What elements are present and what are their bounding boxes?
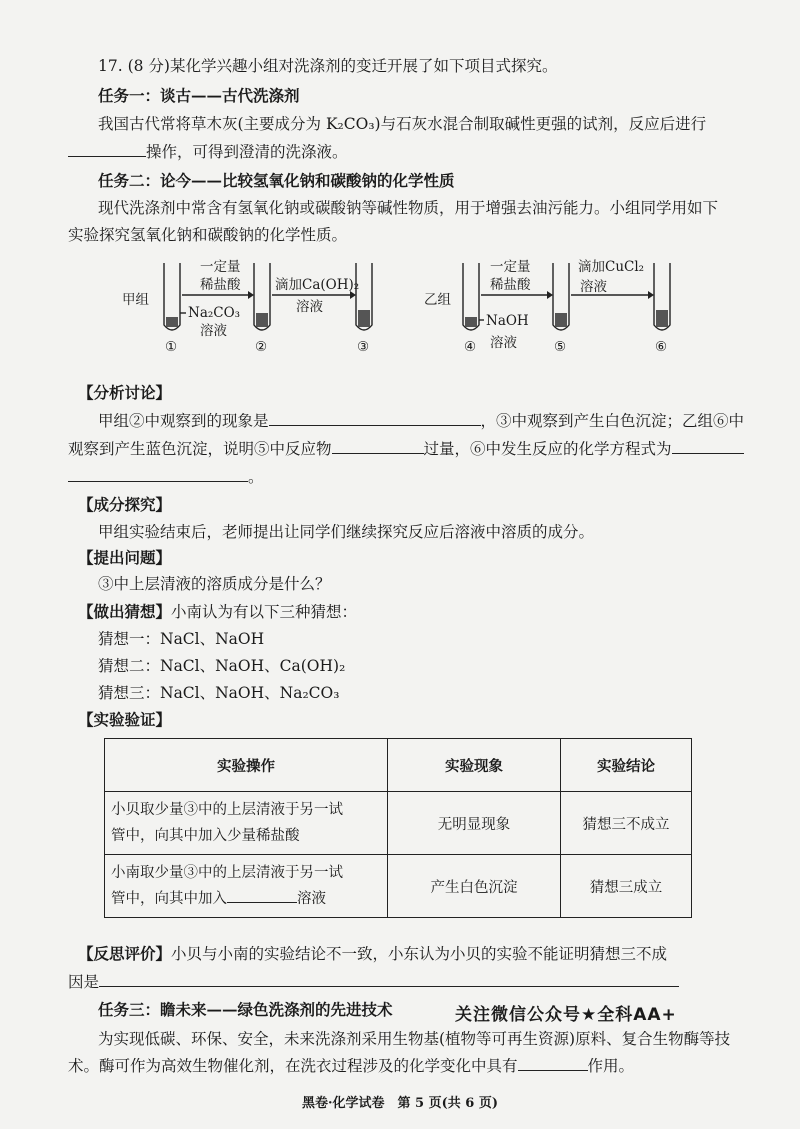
- question-paragraph: ③中上层清液的溶质成分是什么？: [98, 575, 331, 593]
- b-reagent1-line1: 一定量: [490, 259, 531, 275]
- table-row: [105, 855, 692, 918]
- analysis-line1: 甲组②中观察到的现象是 ，③中观察到产生白色沉淀；乙组⑥中: [98, 412, 745, 430]
- task1-paragraph-line2: 操作，可得到澄清的洗涤液。: [68, 141, 348, 163]
- task2-paragraph-line2: 实验探究氢氧化钠和碳酸钠的化学性质。: [68, 226, 348, 244]
- a-reagent2-line1: 滴加Ca(OH)₂: [275, 277, 360, 293]
- question-heading: 【提出问题】: [78, 548, 172, 567]
- tube-label-2: ②: [255, 339, 268, 355]
- b-substance: NaOH: [486, 313, 529, 329]
- experiment-diagram: [120, 255, 700, 365]
- reflect-line1: 【反思评价】小贝与小南的实验结论不一致，小东认为小贝的实验不能证明猜想三不成: [78, 944, 668, 963]
- a-reagent2-line2: 溶液: [296, 299, 323, 315]
- table-header-row: [105, 739, 692, 792]
- verify-heading: 【实验验证】: [78, 710, 172, 729]
- table-header: 实验操作: [105, 739, 388, 792]
- guess-2: 猜想二：NaCl、NaOH、Ca(OH)₂: [98, 657, 346, 675]
- tube-label-5: ⑤: [554, 339, 567, 355]
- task1-paragraph-line1: 我国古代常将草木灰(主要成分为 K₂CO₃)与石灰水混合制取碱性更强的试剂，反应后进行: [98, 115, 707, 133]
- task3-paragraph-line1: 为实现低碳、环保、安全，未来洗涤剂采用生物基(植物等可再生资源)原料、复合生物酶等技: [98, 1030, 731, 1048]
- tube-label-3: ③: [357, 339, 370, 355]
- table-cell-operation: 小南取少量③中的上层清液于另一试 管中，向其中加入 溶液: [105, 855, 388, 918]
- experiment-table: [104, 738, 692, 918]
- a-reagent1-line2: 稀盐酸: [200, 277, 241, 293]
- group-b-label: 乙组: [424, 292, 451, 308]
- answer-blank[interactable]: [68, 141, 146, 157]
- tube-label-6: ⑥: [655, 339, 668, 355]
- answer-blank[interactable]: [518, 1055, 588, 1071]
- task3-paragraph-line2: 术。酶可作为高效生物催化剂，在洗衣过程涉及的化学变化中具有 作用。: [68, 1057, 635, 1075]
- b-reagent2-line2: 溶液: [580, 279, 607, 295]
- task3-heading: 任务三：瞻未来——绿色洗涤剂的先进技术: [98, 1000, 393, 1019]
- tube-label-1: ①: [165, 339, 178, 355]
- guess-3: 猜想三：NaCl、NaOH、Na₂CO₃: [98, 684, 340, 702]
- task2-paragraph-line1: 现代洗涤剂中常含有氢氧化钠或碳酸钠等碱性物质，用于增强去油污能力。小组同学用如下: [98, 199, 719, 217]
- task1-heading: 任务一：谈古——古代洗涤剂: [98, 86, 300, 105]
- reflect-line2: 因是: [68, 971, 679, 993]
- answer-blank[interactable]: [68, 466, 248, 482]
- composition-heading: 【成分探究】: [78, 495, 172, 514]
- b-reagent1-line2: 稀盐酸: [490, 277, 531, 293]
- table-cell-operation: 小贝取少量③中的上层清液于另一试 管中，向其中加入少量稀盐酸: [105, 792, 388, 855]
- table-row: [105, 792, 692, 855]
- answer-blank[interactable]: [227, 887, 297, 903]
- table-header: 实验现象: [388, 739, 561, 792]
- b-substance-sub: 溶液: [490, 335, 517, 351]
- answer-blank[interactable]: [99, 971, 679, 987]
- a-reagent1-line1: 一定量: [200, 259, 241, 275]
- b-reagent2-line1: 滴加CuCl₂: [578, 259, 645, 275]
- task2-heading: 任务二：论今——比较氢氧化钠和碳酸钠的化学性质: [98, 171, 455, 190]
- a-substance: Na₂CO₃: [188, 305, 241, 321]
- guess-1: 猜想一：NaCl、NaOH: [98, 630, 265, 648]
- composition-paragraph: 甲组实验结束后，老师提出让同学们继续探究反应后溶液中溶质的成分。: [98, 523, 595, 541]
- answer-blank[interactable]: [269, 410, 481, 426]
- question-17-title: 17. (8 分)某化学兴趣小组对洗涤剂的变迁开展了如下项目式探究。: [98, 57, 558, 75]
- table-cell-conclusion: 猜想三成立: [561, 855, 692, 918]
- answer-blank[interactable]: [332, 438, 424, 454]
- a-substance-sub: 溶液: [200, 323, 227, 339]
- tube-label-4: ④: [464, 339, 477, 355]
- answer-blank[interactable]: [672, 438, 744, 454]
- table-cell-phenomenon: 无明显现象: [388, 792, 561, 855]
- guess-line: 【做出猜想】小南认为有以下三种猜想：: [78, 602, 358, 621]
- page-footer: 黑卷·化学试卷 第 5 页(共 6 页): [301, 1096, 499, 1111]
- table-header: 实验结论: [561, 739, 692, 792]
- analysis-line3: 。: [68, 466, 264, 488]
- table-cell-conclusion: 猜想三不成立: [561, 792, 692, 855]
- analysis-line2: 观察到产生蓝色沉淀，说明⑤中反应物 过量，⑥中发生反应的化学方程式为: [68, 438, 744, 460]
- group-a-label: 甲组: [122, 292, 149, 308]
- watermark-text: 关注微信公众号★全科AA+: [455, 1005, 677, 1025]
- analysis-heading: 【分析讨论】: [78, 383, 172, 402]
- table-cell-phenomenon: 产生白色沉淀: [388, 855, 561, 918]
